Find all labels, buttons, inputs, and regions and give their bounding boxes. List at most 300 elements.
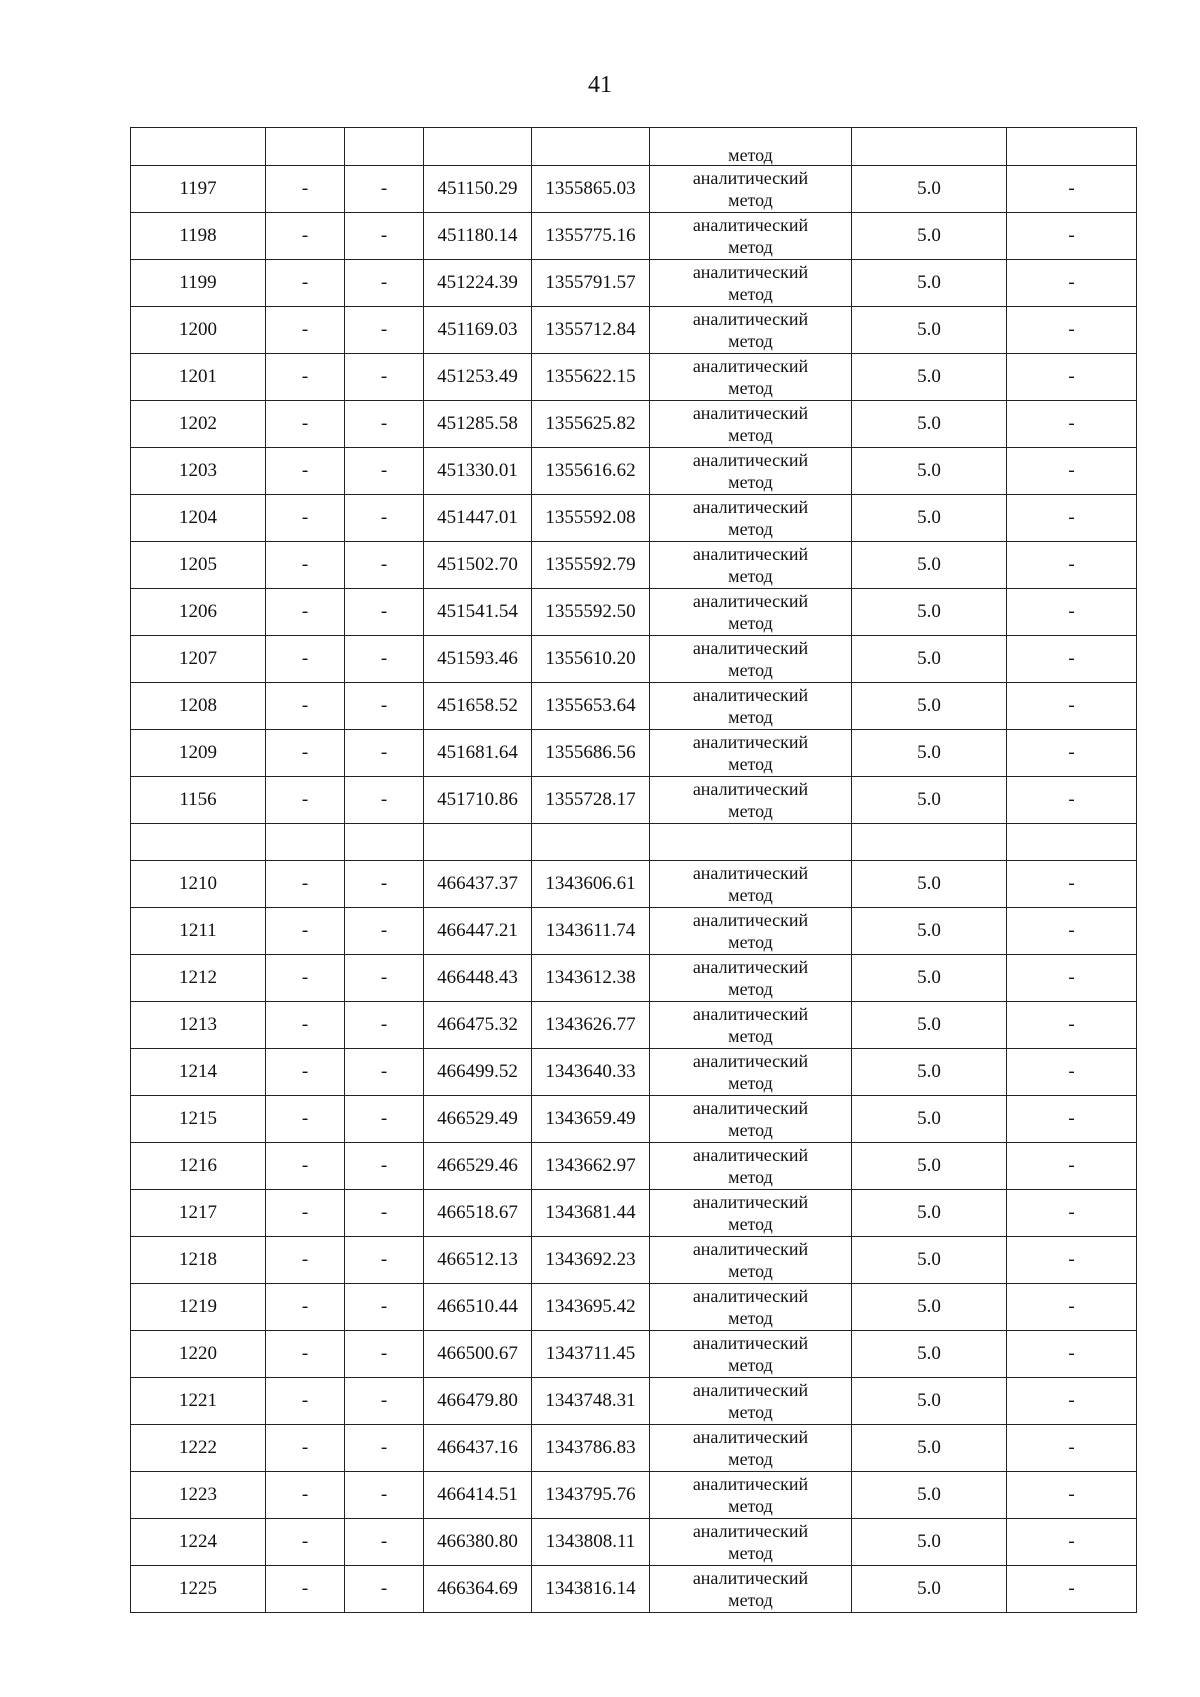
method-cell [650,777,852,824]
accuracy-cell: 5.0 [852,636,1007,683]
dash-cell: - [266,1190,345,1237]
note-cell: - [1007,1331,1137,1378]
y-coordinate-cell: 1355625.82 [532,401,650,448]
dash-cell: - [266,1425,345,1472]
accuracy-cell: 5.0 [852,1284,1007,1331]
method-cell [650,213,852,260]
x-coordinate-cell: 451330.01 [424,448,532,495]
method-cell [650,1190,852,1237]
y-coordinate-cell: 1343711.45 [532,1331,650,1378]
point-number-cell: 1221 [131,1378,266,1425]
x-coordinate-cell: 451224.39 [424,260,532,307]
method-cell [650,1237,852,1284]
point-number-cell: 1202 [131,401,266,448]
method-word-2: метод [728,885,773,905]
table-row [131,908,1137,955]
point-number-cell: 1205 [131,542,266,589]
point-number-cell: 1211 [131,908,266,955]
method-cell [650,730,852,777]
x-coordinate-cell: 451541.54 [424,589,532,636]
table-row [131,1002,1137,1049]
method-word: аналитический [692,1145,809,1165]
table-cell [852,824,1007,861]
table-row [131,1237,1137,1284]
accuracy-cell: 5.0 [852,1049,1007,1096]
method-word-2: метод [728,237,773,257]
dash-cell: - [266,1096,345,1143]
note-cell: - [1007,260,1137,307]
note-cell: - [1007,1378,1137,1425]
table-cell [424,824,532,861]
method-word: аналитический [692,1051,809,1071]
table-row [131,1190,1137,1237]
method-cell [650,955,852,1002]
accuracy-cell: 5.0 [852,1237,1007,1284]
note-cell: - [1007,1143,1137,1190]
table-row [131,1096,1137,1143]
table-row [131,730,1137,777]
method-word-2: метод [728,1543,773,1563]
note-cell: - [1007,730,1137,777]
point-number-cell: 1217 [131,1190,266,1237]
method-cell [650,683,852,730]
method-word: аналитический [692,910,809,930]
table-cell [345,824,424,861]
accuracy-cell: 5.0 [852,542,1007,589]
method-cell [650,861,852,908]
method-cell [650,1519,852,1566]
table-cell [532,824,650,861]
point-number-cell: 1208 [131,683,266,730]
dash-cell: - [266,1331,345,1378]
y-coordinate-cell: 1343681.44 [532,1190,650,1237]
dash-cell: - [345,1472,424,1519]
dash-cell: - [345,1096,424,1143]
dash-cell: - [345,1190,424,1237]
x-coordinate-cell: 466437.37 [424,861,532,908]
x-coordinate-cell: 466475.32 [424,1002,532,1049]
dash-cell: - [345,636,424,683]
note-cell: - [1007,448,1137,495]
table-row [131,542,1137,589]
coordinates-table [130,127,1137,1613]
dash-cell: - [345,1143,424,1190]
x-coordinate-cell: 451253.49 [424,354,532,401]
accuracy-cell: 5.0 [852,495,1007,542]
method-word-2: метод [728,1026,773,1046]
page-number: 41 [588,72,612,98]
method-word: аналитический [692,1380,809,1400]
dash-cell: - [266,1566,345,1613]
point-number-cell: 1218 [131,1237,266,1284]
dash-cell: - [266,1237,345,1284]
method-word-2: метод [728,472,773,492]
point-number-cell: 1200 [131,307,266,354]
accuracy-cell: 5.0 [852,1002,1007,1049]
table-cell [266,128,345,166]
y-coordinate-cell: 1355592.79 [532,542,650,589]
method-word-2: метод [728,1449,773,1469]
table-row [131,683,1137,730]
method-word: аналитический [692,1286,809,1306]
method-cell [650,260,852,307]
table-row [131,1566,1137,1613]
x-coordinate-cell: 451285.58 [424,401,532,448]
note-cell: - [1007,495,1137,542]
note-cell: - [1007,166,1137,213]
point-number-cell: 1224 [131,1519,266,1566]
method-word-2: метод [728,660,773,680]
method-cell [650,542,852,589]
point-number-cell: 1197 [131,166,266,213]
accuracy-cell: 5.0 [852,1472,1007,1519]
method-cell: метод [650,128,852,166]
x-coordinate-cell: 451710.86 [424,777,532,824]
point-number-cell: 1198 [131,213,266,260]
dash-cell: - [266,213,345,260]
method-word: аналитический [692,262,809,282]
note-cell: - [1007,1284,1137,1331]
table-row [131,166,1137,213]
dash-cell: - [345,307,424,354]
method-cell [650,1331,852,1378]
table-row [131,1049,1137,1096]
dash-cell: - [345,495,424,542]
x-coordinate-cell: 466380.80 [424,1519,532,1566]
dash-cell: - [266,307,345,354]
dash-cell: - [266,683,345,730]
note-cell: - [1007,777,1137,824]
dash-cell: - [345,1519,424,1566]
method-word: аналитический [692,779,809,799]
y-coordinate-cell: 1355653.64 [532,683,650,730]
method-word-2: метод [728,1402,773,1422]
method-word-2: метод [728,378,773,398]
accuracy-cell: 5.0 [852,307,1007,354]
method-cell [650,448,852,495]
point-number-cell: 1199 [131,260,266,307]
table-row [131,1143,1137,1190]
method-word: аналитический [692,309,809,329]
accuracy-cell: 5.0 [852,1425,1007,1472]
dash-cell: - [345,1566,424,1613]
table-cell [1007,824,1137,861]
dash-cell: - [345,1331,424,1378]
note-cell: - [1007,1049,1137,1096]
y-coordinate-cell: 1343640.33 [532,1049,650,1096]
point-number-cell: 1219 [131,1284,266,1331]
method-cell [650,1049,852,1096]
x-coordinate-cell: 451593.46 [424,636,532,683]
method-word-2: метод [728,1355,773,1375]
separator-row [131,824,1137,861]
accuracy-cell: 5.0 [852,683,1007,730]
dash-cell: - [345,1378,424,1425]
dash-cell: - [266,1049,345,1096]
point-number-cell: 1210 [131,861,266,908]
dash-cell: - [266,955,345,1002]
y-coordinate-cell: 1343808.11 [532,1519,650,1566]
method-word-2: метод [728,932,773,952]
table-row [131,1284,1137,1331]
dash-cell: - [345,589,424,636]
method-cell [650,401,852,448]
table-cell [345,128,424,166]
point-number-cell: 1204 [131,495,266,542]
table-row [131,448,1137,495]
method-word: аналитический [692,356,809,376]
dash-cell: - [345,861,424,908]
method-word-2: метод [728,190,773,210]
y-coordinate-cell: 1355791.57 [532,260,650,307]
method-word: аналитический [692,1004,809,1024]
point-number-cell: 1216 [131,1143,266,1190]
dash-cell: - [266,777,345,824]
y-coordinate-cell: 1355616.62 [532,448,650,495]
method-word-2: метод [728,613,773,633]
y-coordinate-cell: 1343695.42 [532,1284,650,1331]
y-coordinate-cell: 1343662.97 [532,1143,650,1190]
method-word: аналитический [692,1521,809,1541]
table-row [131,589,1137,636]
y-coordinate-cell: 1343626.77 [532,1002,650,1049]
dash-cell: - [266,260,345,307]
table-cell [650,824,852,861]
point-number-cell: 1209 [131,730,266,777]
method-word-2: метод [728,1120,773,1140]
accuracy-cell: 5.0 [852,1190,1007,1237]
y-coordinate-cell: 1343612.38 [532,955,650,1002]
x-coordinate-cell: 451169.03 [424,307,532,354]
dash-cell: - [266,1002,345,1049]
x-coordinate-cell: 451447.01 [424,495,532,542]
method-word: аналитический [692,497,809,517]
x-coordinate-cell: 466499.52 [424,1049,532,1096]
point-number-cell: 1214 [131,1049,266,1096]
accuracy-cell: 5.0 [852,401,1007,448]
method-word-2: метод [728,707,773,727]
method-word: аналитический [692,1192,809,1212]
accuracy-cell: 5.0 [852,777,1007,824]
dash-cell: - [266,401,345,448]
method-word-2: метод [728,801,773,821]
table-cell [852,128,1007,166]
dash-cell: - [345,448,424,495]
note-cell: - [1007,1096,1137,1143]
method-cell [650,1425,852,1472]
x-coordinate-cell: 466529.46 [424,1143,532,1190]
x-coordinate-cell: 466414.51 [424,1472,532,1519]
table-row [131,1378,1137,1425]
accuracy-cell: 5.0 [852,1143,1007,1190]
y-coordinate-cell: 1355610.20 [532,636,650,683]
dash-cell: - [345,542,424,589]
method-word-2: метод [728,425,773,445]
table-row [131,1425,1137,1472]
x-coordinate-cell: 466437.16 [424,1425,532,1472]
table-row [131,1331,1137,1378]
note-cell: - [1007,1425,1137,1472]
accuracy-cell: 5.0 [852,1096,1007,1143]
dash-cell: - [345,1049,424,1096]
table-row [131,777,1137,824]
note-cell: - [1007,1237,1137,1284]
x-coordinate-cell: 466510.44 [424,1284,532,1331]
method-cell [650,1284,852,1331]
method-cell [650,1378,852,1425]
table-row [131,1472,1137,1519]
method-word: аналитический [692,591,809,611]
method-word-2: метод [728,1261,773,1281]
accuracy-cell: 5.0 [852,1378,1007,1425]
method-word-2: метод [728,566,773,586]
x-coordinate-cell: 466518.67 [424,1190,532,1237]
table-row [131,861,1137,908]
point-number-cell: 1223 [131,1472,266,1519]
x-coordinate-cell: 451180.14 [424,213,532,260]
x-coordinate-cell: 466448.43 [424,955,532,1002]
note-cell: - [1007,354,1137,401]
accuracy-cell: 5.0 [852,354,1007,401]
method-cell [650,1566,852,1613]
accuracy-cell: 5.0 [852,213,1007,260]
accuracy-cell: 5.0 [852,730,1007,777]
method-word: аналитический [692,450,809,470]
accuracy-cell: 5.0 [852,589,1007,636]
method-word: аналитический [692,544,809,564]
point-number-cell: 1201 [131,354,266,401]
note-cell: - [1007,636,1137,683]
note-cell: - [1007,1566,1137,1613]
method-word-2: метод [728,1073,773,1093]
y-coordinate-cell: 1343659.49 [532,1096,650,1143]
method-word-2: метод [728,1496,773,1516]
method-cell [650,1143,852,1190]
table-row [131,213,1137,260]
y-coordinate-cell: 1343606.61 [532,861,650,908]
dash-cell: - [345,777,424,824]
method-cell [650,307,852,354]
method-word: аналитический [692,403,809,423]
table-row [131,636,1137,683]
x-coordinate-cell: 466512.13 [424,1237,532,1284]
method-word-2: метод [728,1308,773,1328]
note-cell: - [1007,1002,1137,1049]
dash-cell: - [345,1002,424,1049]
dash-cell: - [266,495,345,542]
point-number-cell: 1156 [131,777,266,824]
y-coordinate-cell: 1355865.03 [532,166,650,213]
x-coordinate-cell: 466479.80 [424,1378,532,1425]
dash-cell: - [266,1472,345,1519]
point-number-cell: 1222 [131,1425,266,1472]
method-cell [650,1002,852,1049]
dash-cell: - [345,1425,424,1472]
point-number-cell: 1207 [131,636,266,683]
method-word: аналитический [692,168,809,188]
method-word: аналитический [692,685,809,705]
table-cell [424,128,532,166]
note-cell: - [1007,683,1137,730]
dash-cell: - [266,1519,345,1566]
continued-row [131,128,1137,166]
dash-cell: - [266,354,345,401]
dash-cell: - [266,1143,345,1190]
point-number-cell: 1220 [131,1331,266,1378]
method-cell [650,589,852,636]
method-word: аналитический [692,215,809,235]
method-cell [650,1096,852,1143]
dash-cell: - [266,636,345,683]
table-row [131,401,1137,448]
method-cell [650,495,852,542]
table-row [131,260,1137,307]
table-cell [131,824,266,861]
y-coordinate-cell: 1343795.76 [532,1472,650,1519]
table-row [131,1519,1137,1566]
accuracy-cell: 5.0 [852,908,1007,955]
table-cell [131,128,266,166]
accuracy-cell: 5.0 [852,1519,1007,1566]
table-row [131,955,1137,1002]
dash-cell: - [266,730,345,777]
method-word: аналитический [692,1568,809,1588]
dash-cell: - [266,1378,345,1425]
note-cell: - [1007,1472,1137,1519]
method-word: аналитический [692,1098,809,1118]
method-cell [650,354,852,401]
note-cell: - [1007,908,1137,955]
method-word: аналитический [692,1427,809,1447]
note-cell: - [1007,861,1137,908]
y-coordinate-cell: 1355686.56 [532,730,650,777]
method-word-2: метод [728,331,773,351]
dash-cell: - [345,1284,424,1331]
method-word: аналитический [692,1333,809,1353]
y-coordinate-cell: 1343611.74 [532,908,650,955]
dash-cell: - [345,260,424,307]
table-cell [1007,128,1137,166]
y-coordinate-cell: 1343692.23 [532,1237,650,1284]
y-coordinate-cell: 1343748.31 [532,1378,650,1425]
dash-cell: - [345,683,424,730]
note-cell: - [1007,1190,1137,1237]
x-coordinate-cell: 466364.69 [424,1566,532,1613]
x-coordinate-cell: 451658.52 [424,683,532,730]
note-cell: - [1007,955,1137,1002]
dash-cell: - [266,861,345,908]
method-word: аналитический [692,1474,809,1494]
dash-cell: - [266,166,345,213]
dash-cell: - [266,589,345,636]
method-word-2: метод [728,979,773,999]
x-coordinate-cell: 466447.21 [424,908,532,955]
x-coordinate-cell: 451681.64 [424,730,532,777]
point-number-cell: 1212 [131,955,266,1002]
y-coordinate-cell: 1355622.15 [532,354,650,401]
method-word: аналитический [692,863,809,883]
note-cell: - [1007,307,1137,354]
dash-cell: - [345,354,424,401]
y-coordinate-cell: 1355712.84 [532,307,650,354]
method-cell [650,636,852,683]
dash-cell: - [345,401,424,448]
method-word-2: метод [728,1214,773,1234]
y-coordinate-cell: 1343786.83 [532,1425,650,1472]
method-cell [650,166,852,213]
point-number-cell: 1206 [131,589,266,636]
method-word: аналитический [692,957,809,977]
